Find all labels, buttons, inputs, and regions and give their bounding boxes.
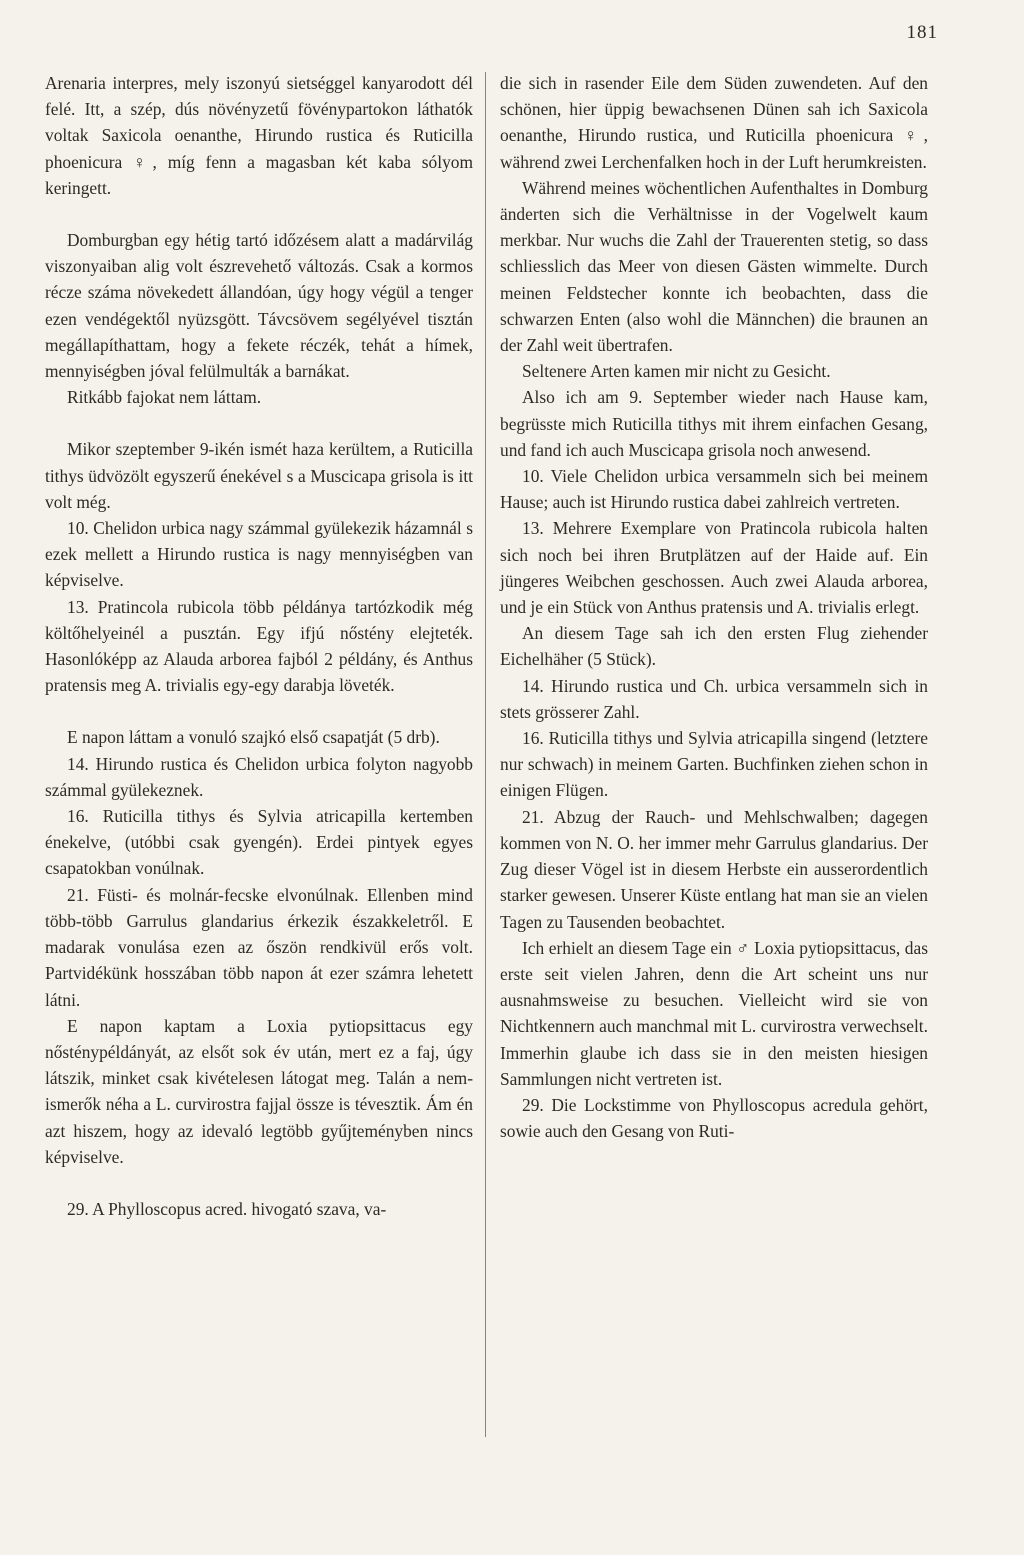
paragraph: Domburgban egy hétig tartó időzésem alatt a madárvilág viszonyaiban alig volt észrevehető változás. Csak a kormos récze száma növekedett állandóan, úgy hogy végül a tenger ezen vendégektől nyüzsgött. Távcsövem segélyével tisztán megállapíthattam, hogy a fekete réczék, tehát a hímek, mennyiségben jóval felülmulták a barnákat. bbox=[45, 230, 473, 382]
paragraph: 14. Hirundo rustica és Chelidon urbica folyton nagyobb számmal gyülekeznek. bbox=[45, 753, 473, 800]
paragraph: Mikor szeptember 9-ikén ismét haza kerültem, a Ruticilla tithys üdvözölt egyszerű énekével s a Muscicapa grisola is itt volt még. bbox=[45, 439, 473, 512]
paragraph: 29. Die Lockstimme von Phylloscopus acredula gehört, sowie auch den Gesang von Ruti- bbox=[500, 1094, 928, 1142]
paragraph: Ich erhielt an diesem Tage ein ♂ Loxia pytiopsittacus, das erste seit vielen Jahren, denn die Art scheint uns nur ausnahmsweise zu besuchen. Vielleicht wird sie von Nichtkennern auch manchmal mit L. curvirostra verwechselt. Immerhin glaube ich dass sie in den meisten hiesigen Sammlungen nicht vertreten ist. bbox=[500, 937, 928, 1089]
paragraph: 10. Chelidon urbica nagy számmal gyülekezik házamnál s ezek mellett a Hirundo rustica is nagy mennyiségben van képviselve. bbox=[45, 518, 473, 591]
paragraph: Also ich am 9. September wieder nach Hause kam, begrüsste mich Ruticilla tithys mit ihrem einfachen Gesang, und fand ich auch Muscicapa grisola noch anwesend. bbox=[500, 387, 928, 460]
german-column bbox=[500, 70, 928, 1144]
paragraph: 13. Pratincola rubicola több példánya tartózkodik még költőhelyeinél a pusztán. Egy ifjú nőstény elejteték. Hasonlóképp az Alauda arborea fajból 2 példány, és Anthus pratensis meg A. trivialis egy-egy darabja löveték. bbox=[45, 596, 473, 696]
paragraph: E napon láttam a vonuló szajkó első csapatját (5 drb). bbox=[67, 727, 440, 748]
paragraph: E napon kaptam a Loxia pytiopsittacus egy nősténypéldányát, az elsőt sok év után, mert ez a faj, úgy látszik, minket csak kivételesen látogat meg. Talán a nem-ismerők néha a L. curvirostra fajjal össze is tévesztik. Ám én azt hiszem, hogy az idevaló legtöbb gyűjteményben nincs képviselve. bbox=[45, 1015, 473, 1167]
paragraph: die sich in rasender Eile dem Süden zuwendeten. Auf den schönen, hier üppig bewachsenen Dünen sah ich Saxicola oenanthe, Hirundo rustica, und Ruticilla phoenicura ♀, während zwei Lerchenfalken hoch in der Luft herumkreisten. bbox=[500, 73, 928, 172]
paragraph: 16. Ruticilla tithys und Sylvia atricapilla singend (letztere nur schwach) in meinem Garten. Buchfinken ziehen schon in einigen Flügen. bbox=[500, 728, 928, 801]
page-number: 181 bbox=[906, 22, 938, 43]
paragraph: An diesem Tage sah ich den ersten Flug ziehender Eichelhäher (5 Stück). bbox=[500, 623, 928, 670]
paragraph: Ritkább fajokat nem láttam. bbox=[67, 387, 262, 408]
paragraph: 21. Füsti- és molnár-fecske elvonúlnak. Ellenben mind több-több Garrulus glandarius érkezik északkeletről. E madarak vonulása ezen az őszön rendkivül erős volt. Partvidékünk hosszában több napon át ezer számra lehetett látni. bbox=[45, 884, 473, 1010]
paragraph: Seltenere Arten kamen mir nicht zu Gesicht. bbox=[522, 361, 831, 382]
column-divider bbox=[485, 72, 486, 1437]
paragraph: 29. A Phylloscopus acred. hivogató szava, va- bbox=[67, 1198, 387, 1219]
paragraph: 13. Mehrere Exemplare von Pratincola rubicola halten sich noch bei ihren Brutplätzen auf der Haide auf. Ein jüngeres Weibchen geschossen. Auch zwei Alauda arborea, und je ein Stück von Anthus pratensis und A. trivialis erlegt. bbox=[500, 518, 928, 618]
paragraph: 14. Hirundo rustica und Ch. urbica versammeln sich in stets grösserer Zahl. bbox=[500, 675, 928, 722]
paragraph: 10. Viele Chelidon urbica versammeln sich bei meinem Hause; auch ist Hirundo rustica dabei zahlreich vertreten. bbox=[500, 466, 928, 513]
paragraph: 21. Abzug der Rauch- und Mehlschwalben; dagegen kommen von N. O. her immer mehr Garrulus glandarius. Der Zug dieser Vögel ist in diesem Herbste ein ausserordentlich starker gewesen. Unserer Küste entlang hat man sie an vielen Tagen zu Tausenden beobachtet. bbox=[500, 806, 928, 932]
hungarian-column bbox=[45, 70, 473, 1222]
paragraph: Arenaria interpres, mely iszonyú sietséggel kanyarodott dél felé. Itt, a szép, dús növényzetű fövénypartokon láthatók voltak Saxicola oenanthe, Hirundo rustica és Ruticilla phoenicura ♀, míg fenn a magasban két kaba sólyom keringett. bbox=[45, 73, 473, 198]
paragraph: 16. Ruticilla tithys és Sylvia atricapilla kertemben énekelve, (utóbbi csak gyengén). Erdei pintyek egyes csapatokban vonúlnak. bbox=[45, 806, 473, 879]
paragraph: Während meines wöchentlichen Aufenthaltes in Domburg änderten sich die Verhältnisse in der Vogelwelt kaum merkbar. Nur wuchs die Zahl der Trauerenten stetig, so dass schliesslich das Meer von diesen Gästen wimmelte. Durch meinen Feldstecher konnte ich beobachten, dass die schwarzen Enten (also wohl die Männchen) die braunen an der Zahl weit übertrafen. bbox=[500, 177, 928, 356]
